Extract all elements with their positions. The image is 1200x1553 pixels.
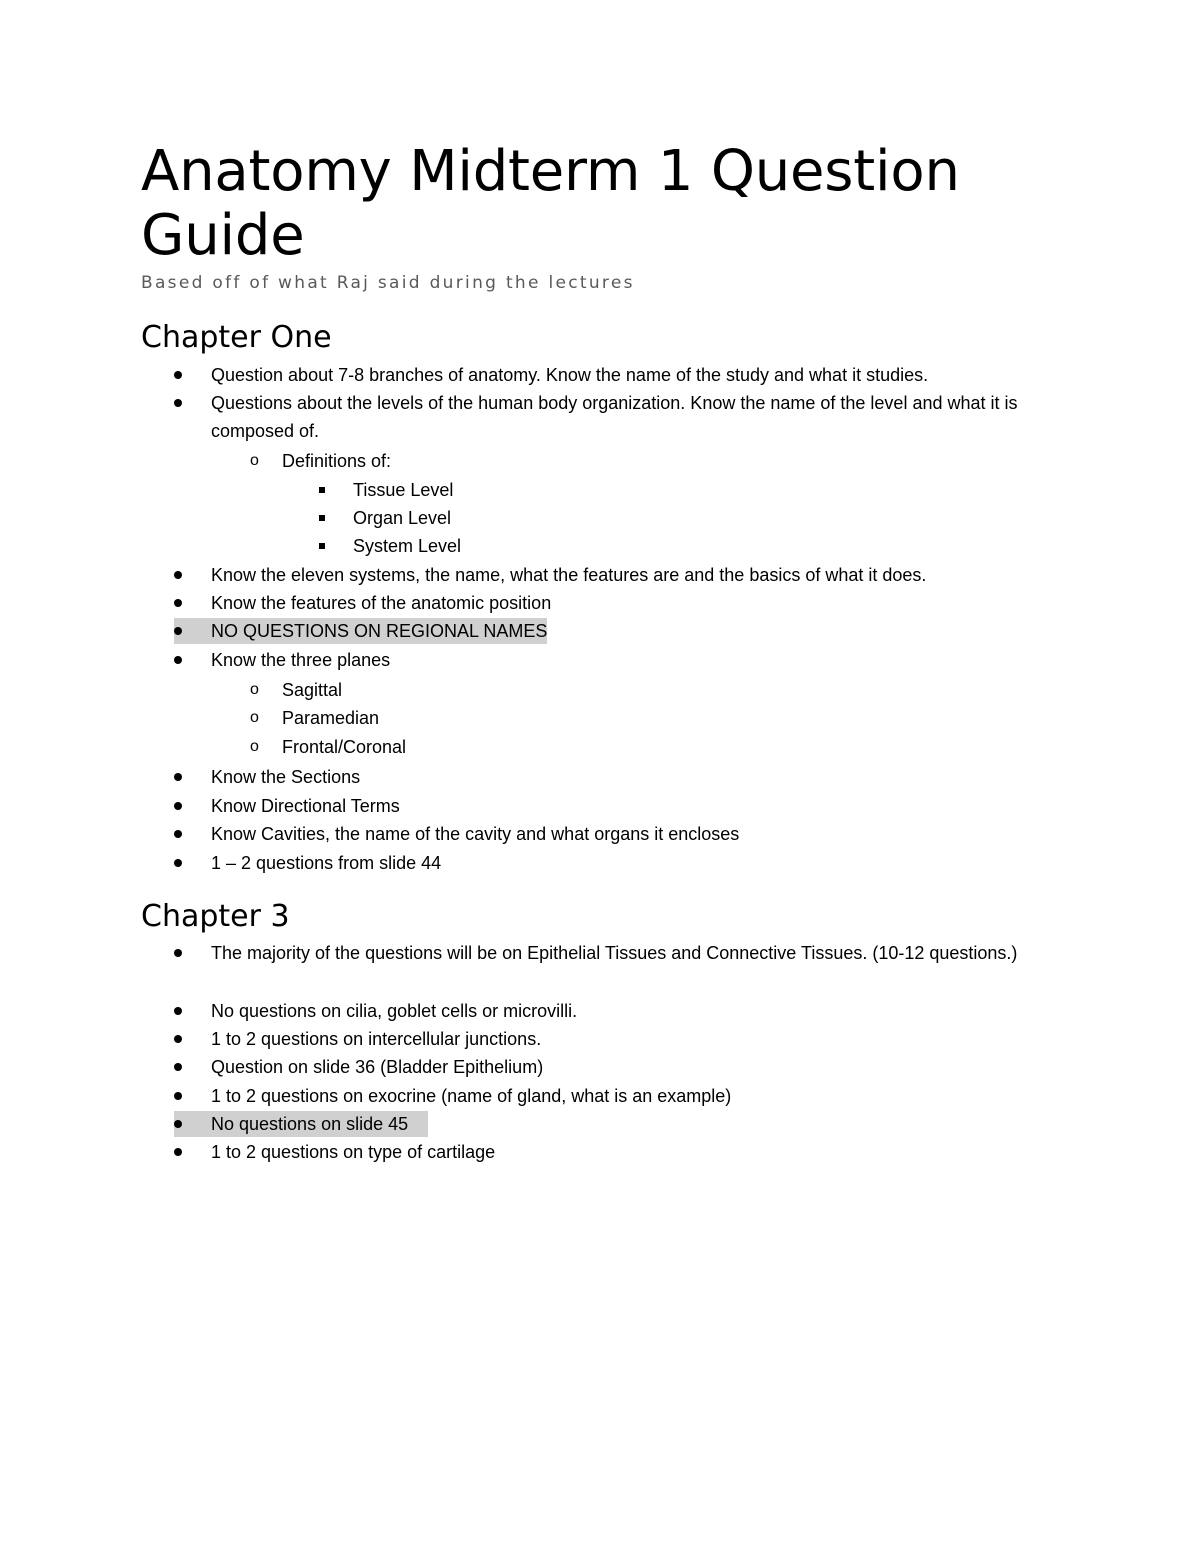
bullet-icon	[174, 599, 182, 607]
list-item-highlighted: NO QUESTIONS ON REGIONAL NAMES	[211, 617, 547, 645]
bullet-icon	[174, 1035, 182, 1043]
list-item-subsub: System Level	[353, 532, 461, 560]
list-item: Know the features of the anatomic position	[211, 589, 551, 617]
square-bullet-icon	[319, 487, 325, 493]
list-item: 1 – 2 questions from slide 44	[211, 849, 441, 877]
list-item-subsub: Organ Level	[353, 504, 451, 532]
list-item-sub: o Sagittal	[282, 676, 342, 704]
list-item-highlighted: No questions on slide 45	[211, 1110, 408, 1138]
bullet-icon	[174, 773, 182, 781]
list-item: 1 to 2 questions on exocrine (name of gland, what is an example)	[211, 1082, 731, 1110]
list-item: Question on slide 36 (Bladder Epithelium)	[211, 1053, 543, 1081]
bullet-icon	[174, 371, 182, 379]
list-item-sub: o Frontal/Coronal	[282, 733, 406, 761]
bullet-icon	[174, 859, 182, 867]
list-item: The majority of the questions will be on Epithelial Tissues and Connective Tissues. (10-12 questions.)	[211, 939, 1031, 967]
list-item: Know the eleven systems, the name, what the features are and the basics of what it does.	[211, 561, 926, 589]
chapter-one-heading: Chapter One	[141, 320, 332, 355]
list-item-subsub: Tissue Level	[353, 476, 453, 504]
bullet-icon	[174, 1148, 182, 1156]
circle-bullet-icon: o	[250, 681, 259, 698]
bullet-icon	[174, 399, 182, 407]
document-subtitle: Based off of what Raj said during the lectures	[141, 273, 635, 293]
circle-bullet-icon: o	[250, 452, 259, 469]
bullet-icon	[174, 802, 182, 810]
bullet-icon	[174, 1007, 182, 1015]
list-item: 1 to 2 questions on intercellular junctions.	[211, 1025, 541, 1053]
list-item: Question about 7-8 branches of anatomy. Know the name of the study and what it studies.	[211, 361, 928, 389]
bullet-icon	[174, 1120, 182, 1128]
circle-bullet-icon: o	[250, 738, 259, 755]
square-bullet-icon	[319, 515, 325, 521]
list-item: Questions about the levels of the human body organization. Know the name of the level and what it is composed of.	[211, 389, 1031, 445]
chapter-three-heading: Chapter 3	[141, 899, 290, 934]
list-item: Know Cavities, the name of the cavity and what organs it encloses	[211, 820, 739, 848]
square-bullet-icon	[319, 543, 325, 549]
bullet-icon	[174, 1092, 182, 1100]
circle-bullet-icon: o	[250, 709, 259, 726]
list-item: 1 to 2 questions on type of cartilage	[211, 1138, 495, 1166]
list-item-sub: o Definitions of:	[282, 447, 391, 475]
list-item: No questions on cilia, goblet cells or microvilli.	[211, 997, 577, 1025]
bullet-icon	[174, 1063, 182, 1071]
bullet-icon	[174, 571, 182, 579]
document-title: Anatomy Midterm 1 Question Guide	[141, 139, 960, 268]
list-item: Know the Sections	[211, 763, 360, 791]
bullet-icon	[174, 949, 182, 957]
list-item-sub: o Paramedian	[282, 704, 379, 732]
list-item: Know the three planes	[211, 646, 390, 674]
bullet-icon	[174, 627, 182, 635]
bullet-icon	[174, 656, 182, 664]
bullet-icon	[174, 830, 182, 838]
list-item: Know Directional Terms	[211, 792, 400, 820]
